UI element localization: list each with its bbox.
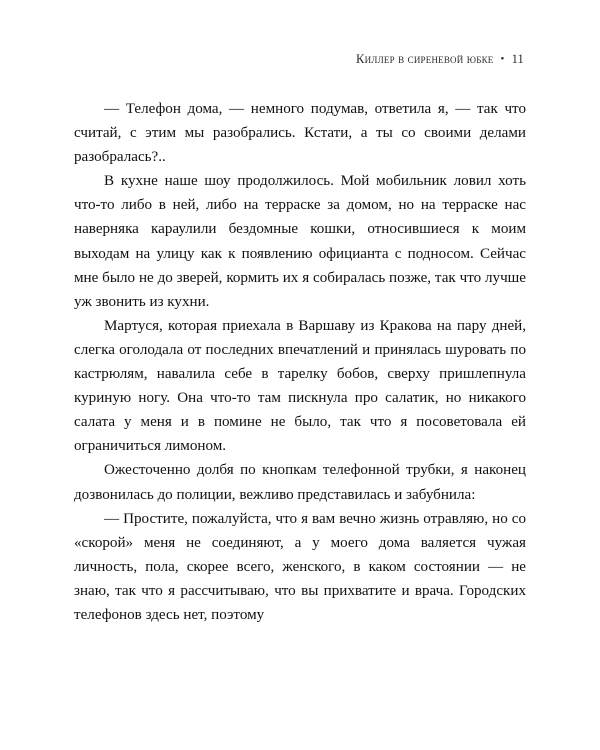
paragraph: В кухне наше шоу продолжилось. Мой мобильник ловил хоть что-то либо в ней, либо на терраске за домом, но на терраске нас наверняка караулили бездомные кошки, относившиеся к моим выходам на улицу как к появлению официанта с подносом. Сейчас мне было не до зверей, кормить их я собиралась позже, так что лучше уж звонить из кухни. bbox=[74, 173, 526, 310]
paragraph: — Телефон дома, — немного подумав, ответила я, — так что считай, с этим мы разобрались. Кстати, а ты со своими делами разобралась?.. bbox=[74, 101, 526, 166]
paragraph: Мартуся, которая приехала в Варшаву из Кракова на пару дней, слегка оголодала от последних впечатлений и принялась шуровать по кастрюлям, навалила себе в тарелку бобов, сверху пришлепнула куриную ногу. Она что-то там пискнула про салатик, но никакого салата у меня и в помине не было, так что я посоветовала ей ограничиться лимоном. bbox=[74, 317, 526, 455]
paragraph: Ожесточенно долбя по кнопкам телефонной трубки, я наконец дозвонилась до полиции, вежливо представилась и забубнила: bbox=[74, 462, 526, 503]
body-text bbox=[74, 97, 526, 627]
paragraph: — Простите, пожалуйста, что я вам вечно жизнь отравляю, но со «скорой» меня не соединяют, а у моего дома валяется чужая личность, пола, скорее всего, женского, в каком состоянии — не знаю, так что я рассчитываю, что вы прихватите и врача. Городских телефонов здесь нет, поэтому bbox=[74, 510, 526, 623]
running-title: Киллер в сиреневой юбке bbox=[356, 52, 494, 66]
page-number: 11 bbox=[511, 52, 524, 66]
running-header bbox=[74, 52, 526, 67]
header-separator-dot: • bbox=[500, 53, 505, 65]
